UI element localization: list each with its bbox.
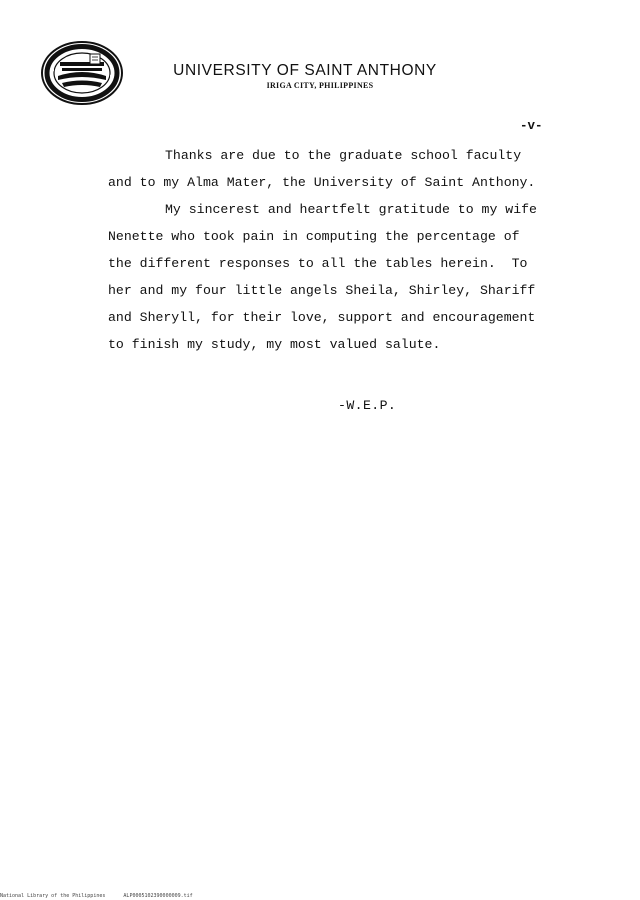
page-number: -v- <box>520 119 543 133</box>
paragraph-line: Nenette who took pain in computing the percentage of <box>108 229 520 244</box>
signature-initials: -W.E.P. <box>338 398 397 413</box>
paragraph-line: her and my four little angels Sheila, Shirley, Shariff <box>108 283 536 298</box>
paragraph-line: to finish my study, my most valued salute. <box>108 337 441 352</box>
letterhead <box>140 62 470 92</box>
paragraph-line: Thanks are due to the graduate school faculty <box>165 148 522 163</box>
scan-footer: National Library of the Philippines ALP0005102390000009.tif <box>0 893 193 899</box>
paragraph-line: and to my Alma Mater, the University of Saint Anthony. <box>108 175 536 190</box>
university-location: IRIGA CITY, PHILIPPINES <box>266 81 374 90</box>
acknowledgment-body <box>108 142 578 358</box>
university-seal-icon <box>40 40 124 106</box>
paragraph-line: the different responses to all the tables herein. To <box>108 256 528 271</box>
university-name: UNIVERSITY OF SAINT ANTHONY <box>173 62 437 79</box>
paragraph-line: My sincerest and heartfelt gratitude to my wife <box>165 202 537 217</box>
paragraph-line: and Sheryll, for their love, support and encouragement <box>108 310 536 325</box>
